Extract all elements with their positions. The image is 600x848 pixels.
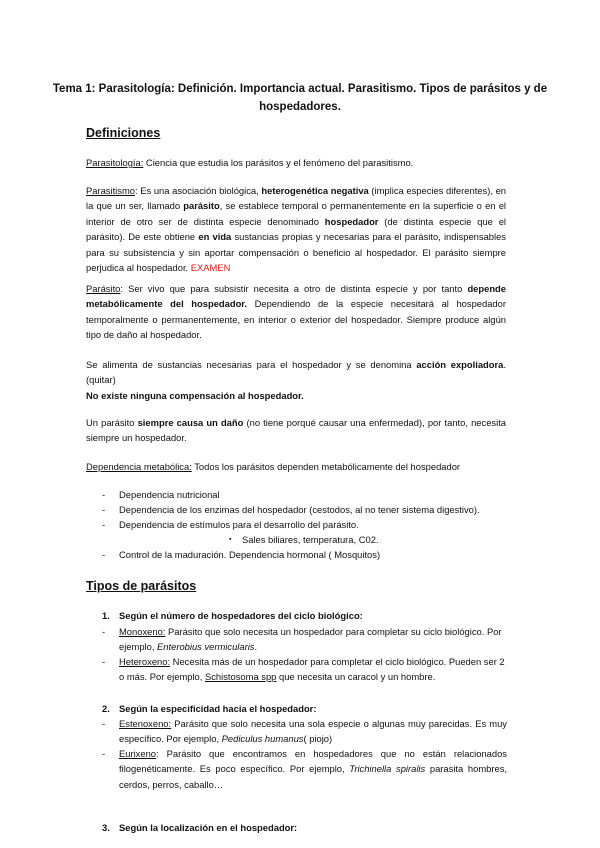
item-heteroxeno	[119, 654, 507, 685]
section-number: 2.	[102, 703, 110, 714]
list-dash: -	[102, 656, 106, 667]
item-monoxeno	[119, 624, 507, 655]
def-parasito	[86, 281, 506, 343]
term-parasitismo: Parasitismo	[86, 185, 135, 196]
list-dash: -	[102, 504, 106, 515]
def-text: Un parásito	[86, 417, 138, 428]
para-alimenta	[86, 357, 506, 403]
list-item: Dependencia de estímulos para el desarrollo del parásito.	[119, 519, 359, 530]
bold-text: en vida	[198, 231, 232, 243]
bold-text: hospedador	[324, 215, 379, 227]
bold-text: acción expoliadora	[416, 359, 504, 370]
def-text: (de distinta especie que el parásito). De este obtiene	[86, 215, 507, 243]
item-estenoxeno	[119, 716, 507, 747]
term-heteroxeno: Heteroxeno:	[119, 656, 171, 667]
list-dash: -	[102, 626, 106, 637]
list-dash: -	[102, 489, 106, 500]
term-parasitologia: Parasitología:	[86, 157, 144, 168]
list-item: Dependencia nutricional	[119, 489, 220, 500]
def-text: Ciencia que estudia los parásitos y el fenómeno del parasitismo.	[143, 157, 414, 168]
bold-text: depende metabólicamente del hospedador.	[86, 283, 506, 310]
sub-list-item: Sales biliares, temperatura, C02.	[242, 534, 379, 545]
def-text: : Ser vivo que para subsistir necesita a otro de distinta especie y por tanto	[120, 283, 468, 294]
section-title-3: Según la localización en el hospedador:	[119, 822, 298, 833]
list-item: Control de la maduración. Dependencia hormonal ( Mosquitos)	[119, 549, 381, 560]
bold-text: siempre causa un daño	[137, 417, 244, 428]
term-eurixeno: Eurixeno	[119, 748, 157, 759]
term-estenoxeno: Estenoxeno:	[119, 718, 172, 729]
bold-text: heterogenética negativa	[261, 185, 369, 196]
list-dash: -	[102, 549, 106, 560]
section-number: 1.	[102, 610, 110, 621]
list-item: Dependencia de los enzimas del hospedador (cestodos, al no tener sistema digestivo).	[119, 504, 480, 515]
def-text: Se alimenta de sustancias necesarias para el hospedador y se denomina	[86, 359, 417, 370]
item-text: ( piojo)	[303, 733, 333, 745]
section-title-2: Según la especificidad hacia el hospedador:	[119, 703, 317, 714]
def-text: Dependiendo de la especie necesitará al hospedador temporalmente o permanentemente, en interior o exterior del hospedador. Siempre produce algún tipo de daño al hospedador.	[86, 298, 506, 341]
term-monoxeno: Monoxeno:	[119, 626, 166, 637]
bold-text: parásito	[183, 200, 220, 212]
species-name: Trichinella spiralis	[349, 763, 426, 775]
def-text: sustancias propias y necesarias para el parásito, indispensables para su subsistencia y sin aportar compensación o beneficio al hospedador. El parásito siempre perjudica al hospedador.	[86, 231, 506, 274]
heading-tipos: Tipos de parásitos	[86, 579, 197, 593]
list-dash: -	[102, 748, 106, 759]
item-text: Parásito que solo necesita una sola especie o algunas muy parecidas. Es muy específico. Por ejemplo,	[119, 718, 507, 745]
item-eurixeno	[119, 746, 507, 792]
para-dano	[86, 415, 506, 446]
def-dependencia	[86, 459, 506, 474]
species-name: Pediculus humanus	[221, 733, 304, 745]
no-compensacion: No existe ninguna compensación al hospedador.	[86, 389, 304, 401]
list-dash: -	[102, 718, 106, 729]
page-title: Tema 1: Parasitología: Definición. Importancia actual. Parasitismo. Tipos de parásitos y de hospedadores.	[52, 83, 548, 113]
term-parasito: Parásito	[86, 283, 121, 294]
def-text: . (quitar)	[86, 359, 506, 386]
heading-definiciones: Definiciones	[86, 126, 161, 140]
def-text: , se establece temporal o permanentemente en la superficie o en el interior de otro ser de distinta especie denominado	[86, 200, 506, 227]
def-text: (implica especies diferentes), en la que un ser, llamado	[86, 185, 507, 212]
item-text: : Parásito que encontramos en hospedadores que no están relacionados filogenéticamente. Es poco específico. Por ejemplo,	[119, 748, 507, 775]
list-dash: -	[102, 519, 106, 530]
item-text: que necesita un caracol y un hombre.	[276, 671, 436, 683]
section-number: 3.	[102, 822, 110, 833]
term-dependencia: Dependencia metabólica:	[86, 461, 192, 472]
def-text: Todos los parásitos dependen metabólicamente del hospedador	[191, 461, 461, 472]
species-name: Schistosoma spp	[204, 671, 277, 683]
item-text: .	[254, 641, 258, 653]
exam-tag: EXAMEN	[190, 262, 231, 274]
item-text: Necesita más de un hospedador para completar el ciclo biológico. Pueden ser 2 o más. Por ejemplo,	[119, 656, 505, 683]
def-text: (no tiene porqué causar una enfermedad), por tanto, necesita siempre un hospedador.	[86, 417, 507, 444]
def-parasitologia	[86, 155, 506, 170]
item-text: Parásito que solo necesita un hospedador para completar su ciclo biológico. Por ejemplo,	[119, 626, 502, 653]
def-text: : Es una asociación biológica,	[134, 185, 262, 196]
section-title-1: Según el número de hospedadores del ciclo biológico:	[119, 610, 363, 621]
def-parasitismo	[86, 183, 506, 275]
bullet-square-icon: ▪	[229, 536, 232, 543]
species-name: Enterobius vermicularis	[157, 641, 255, 653]
item-text: parasita hombres, cerdos, perros, caballo…	[119, 763, 507, 790]
